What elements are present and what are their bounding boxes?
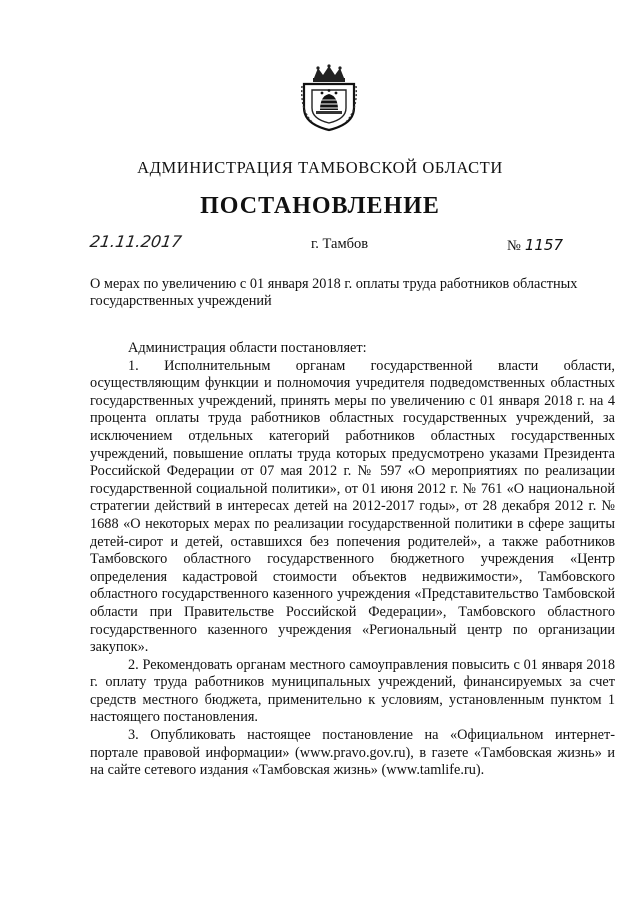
coat-of-arms-emblem xyxy=(298,64,360,132)
document-subject: О мерах по увеличению с 01 января 2018 г. оплаты труда работников областных государственных учреждений xyxy=(90,276,578,309)
document-number xyxy=(507,236,563,255)
paragraph-1: 1. Исполнительным органам государственной власти области, осуществляющим функции и полномочия учредителя подведомственных областных государственных учреждений, принять меры по увеличению с 01 января 2018 г. на 4 процента оплаты труда работников областных государственных учреждений, за исключением отдельных категорий работников областных государственных учреждений, повышение оплаты труда которых предусмотрено указами Президента Российской Федерации от 07 мая 2012 г. № 597 «О мероприятиях по реализации государственной социальной политики», от 01 июня 2012 г. № 761 «О национальной стратегии действий в интересах детей на 2012-2017 годы», от 28 декабря 2012 г. № 1688 «О некоторых мерах по реализации государственной политики в сфере защиты детей-сирот и детей, оставшихся без попечения родителей», а также работников Тамбовского областного государственного бюджетного учреждения «Центр определения кадастровой стоимости объектов недвижимости», Тамбовского областного государственного казенного учреждения «Представительство Тамбовской области при Правительстве Российской Федерации», Тамбовского областного государственного казенного учреждения «Региональный центр по организации закупок». xyxy=(90,357,615,656)
document-type-title: ПОСТАНОВЛЕНИЕ xyxy=(200,193,440,219)
paragraph-3: 3. Опубликовать настоящее постановление на «Официальном интернет-портале правовой информации» (www.pravo.gov.ru), в газете «Тамбовская жизнь» и на сайте сетевого издания «Тамбовская жизнь» (www.tamlife.ru). xyxy=(90,727,615,779)
document-date: 21.11.2017 xyxy=(88,232,183,251)
paragraph-2: 2. Рекомендовать органам местного самоуправления повысить с 01 января 2018 г. оплату труда работников муниципальных учреждений, финансируемых за счет средств местного бюджета, применительно к условиям, установленным пунктом 1 настоящего постановления. xyxy=(90,656,615,726)
document-body xyxy=(90,340,615,780)
intro-paragraph: Администрация области постановляет: xyxy=(128,340,367,356)
organization-title: АДМИНИСТРАЦИЯ ТАМБОВСКОЙ ОБЛАСТИ xyxy=(137,158,503,177)
number-value: 1157 xyxy=(524,236,564,254)
number-label: № xyxy=(507,238,521,254)
document-city: г. Тамбов xyxy=(311,236,369,252)
